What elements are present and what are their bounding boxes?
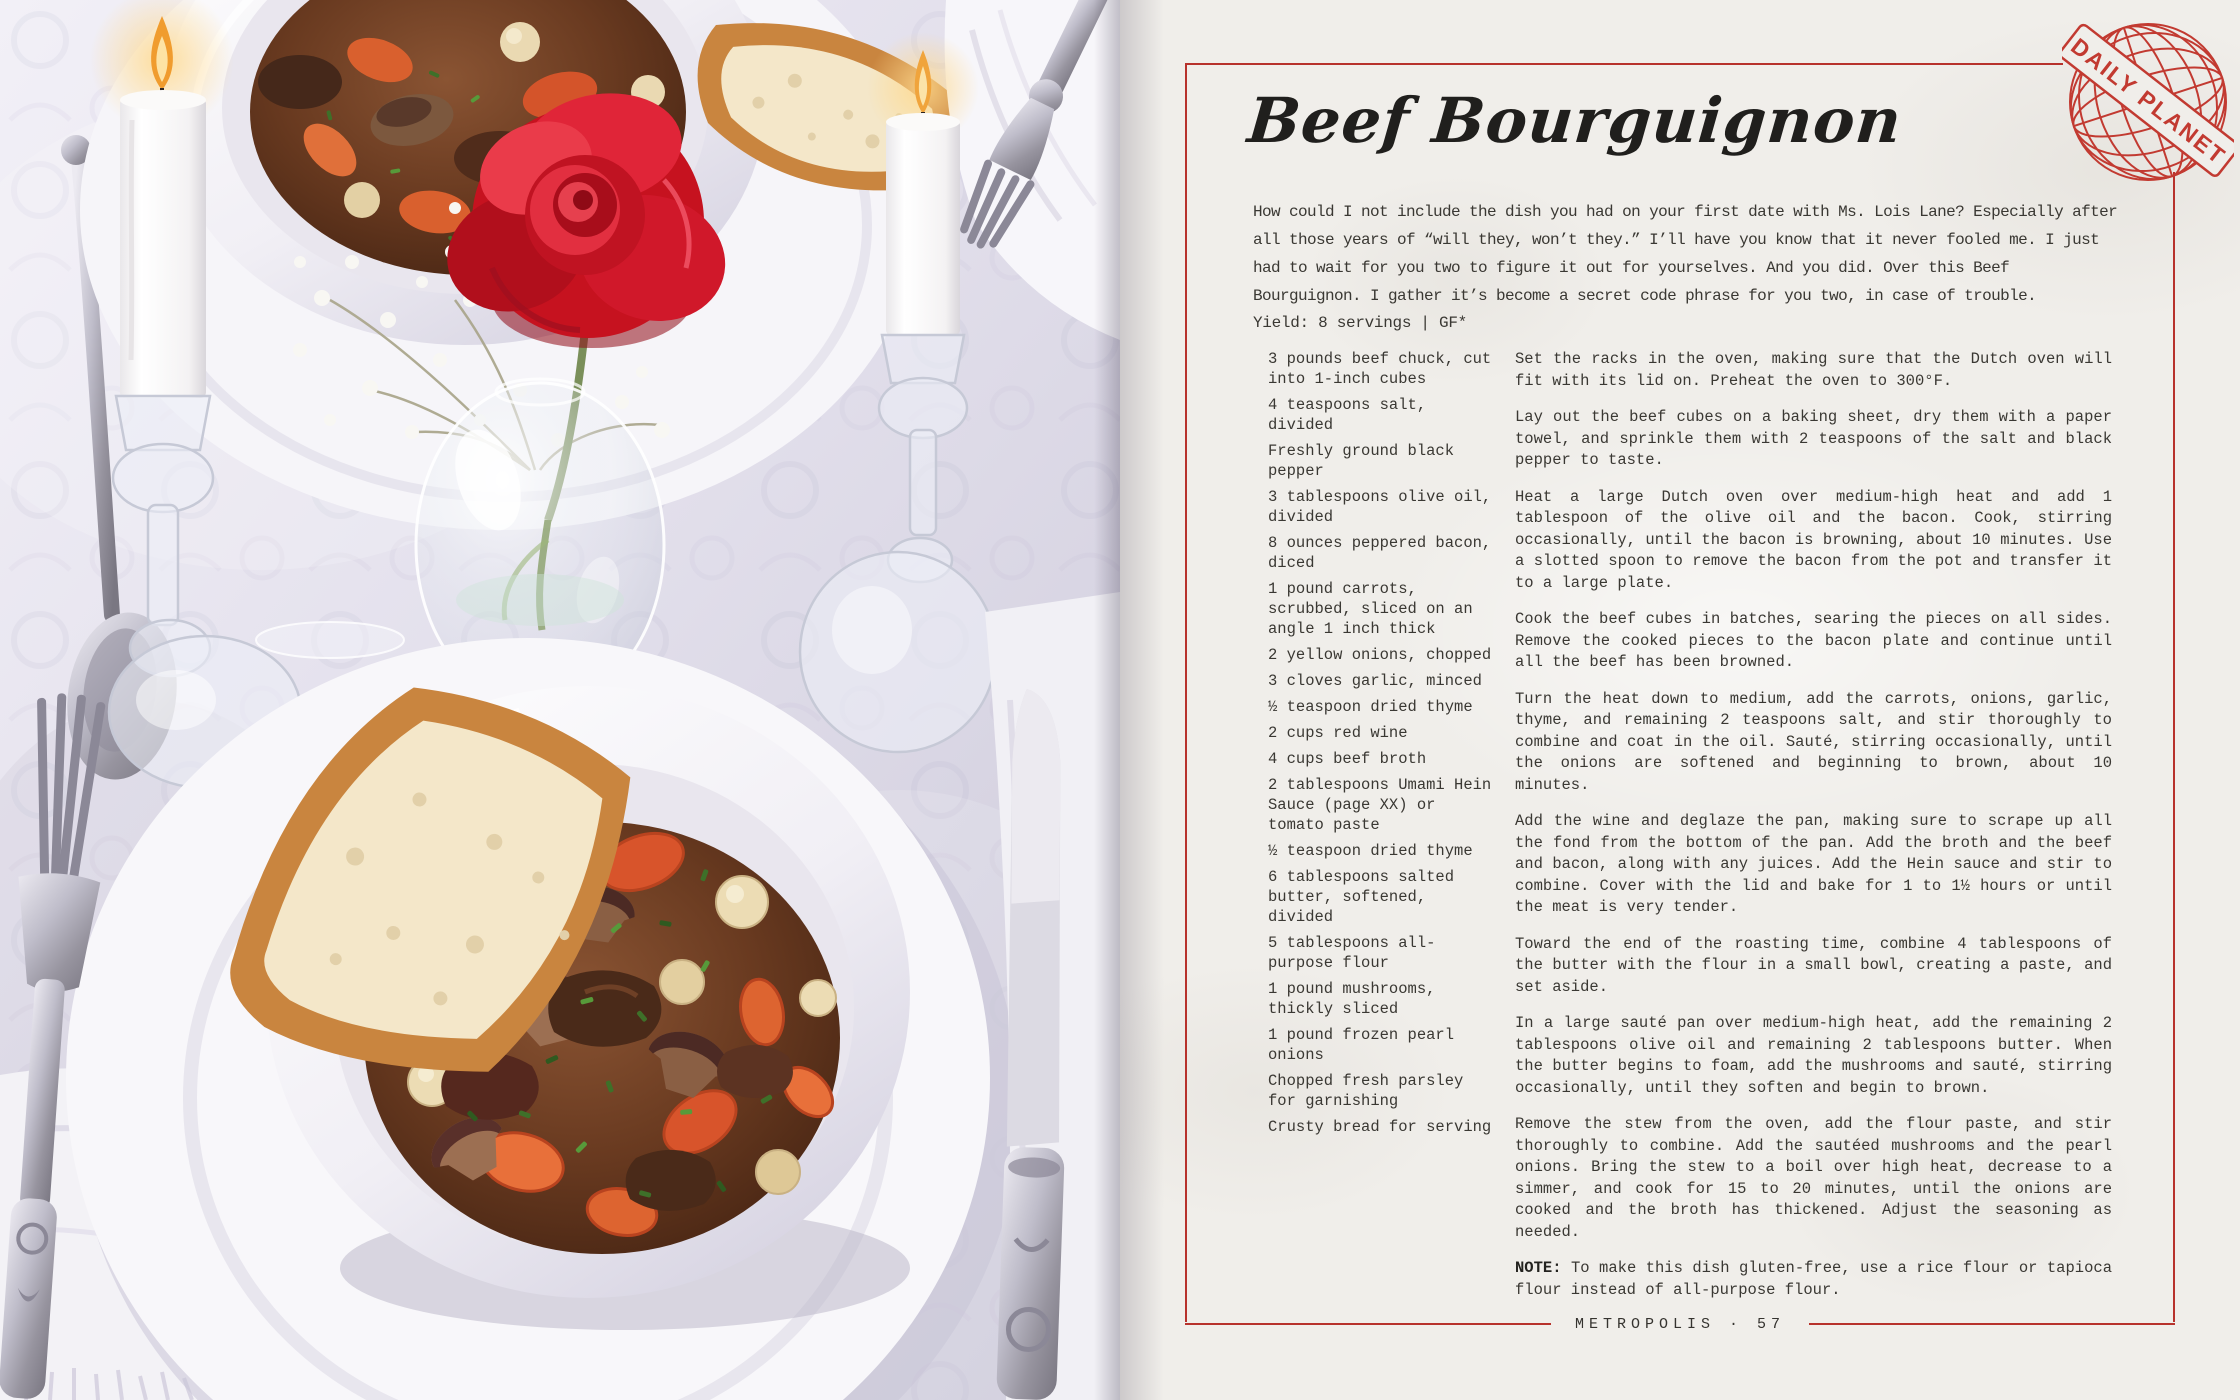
ingredient-item: 2 tablespoons Umami Hein Sauce (page XX) or tomato paste <box>1268 776 1492 834</box>
instruction-step: Toward the end of the roasting time, combine 4 tablespoons of the butter with the flour in a small bowl, creating a paste, and set aside. <box>1515 934 2112 996</box>
footer-page-label: METROPOLIS · 57 <box>1574 1315 1786 1333</box>
page-footer <box>1185 1308 2175 1340</box>
instruction-step: Add the wine and deglaze the pan, making sure to scrape up all the fond from the bottom of the pan. Add the broth and the beef and bacon, along with any juices. Add the Hein sauce and stir to combine. Cover with the lid and bake for 1 to 1½ hours or until the meat is very tender. <box>1515 812 2112 916</box>
frame-border-right <box>2173 172 2175 1322</box>
ingredient-item: 1 pound frozen pearl onions <box>1268 1026 1455 1064</box>
ingredient-item: 3 tablespoons olive oil, divided <box>1268 488 1492 526</box>
ingredient-item: ½ teaspoon dried thyme <box>1268 698 1473 716</box>
glass-base <box>256 622 404 658</box>
frame-border-left <box>1185 63 1187 1322</box>
gluten-free-note <box>1515 1258 2112 1301</box>
instruction-step: Cook the beef cubes in batches, searing the pieces on all sides. Remove the cooked pieces to the bacon plate and continue until all the beef has been browned. <box>1515 610 2112 671</box>
ingredient-item: 5 tablespoons all-purpose flour <box>1268 934 1436 972</box>
instructions <box>1515 349 2112 1316</box>
intro-paragraph: How could I not include the dish you had on your first date with Ms. Lois Lane? Especially after all those years of “will they, won’t they.” I’ll have you know that it never fooled me. I just had to wait for you two to figure it out for yourselves. And you did. Over this Beef Bourguignon. I gather it’s become a secret code phrase for you two, in case of trouble. <box>1253 203 2118 305</box>
ingredient-item: Freshly ground black pepper <box>1268 442 1455 480</box>
instruction-step: Set the racks in the oven, making sure that the Dutch oven will fit with its lid on. Preheat the oven to 300°F. <box>1515 350 2112 390</box>
page-title: Beef Bourguignon <box>1244 84 1906 157</box>
ingredient-item: 1 pound mushrooms, thickly sliced <box>1268 980 1436 1018</box>
logo-text: DAILY PLANET <box>2066 32 2232 170</box>
ingredients-list <box>1268 349 1496 1143</box>
ingredient-item: 2 cups red wine <box>1268 724 1408 742</box>
ingredient-item: 4 cups beef broth <box>1268 750 1427 768</box>
ingredient-item: Crusty bread for serving <box>1268 1118 1492 1136</box>
ingredient-item: ½ teaspoon dried thyme <box>1268 842 1473 860</box>
ingredient-item: Chopped fresh parsley for garnishing <box>1268 1072 1464 1110</box>
instruction-step: Heat a large Dutch oven over medium-high heat and add 1 tablespoon of the olive oil and the bacon. Cook, stirring occasionally, until the bacon is browning, about 10 minutes. Use a slotted spoon to remove the bacon from the pot and transfer it to a large plate. <box>1515 487 2112 592</box>
ingredient-item: 2 yellow onions, chopped <box>1268 646 1492 664</box>
instruction-step: Remove the stew from the oven, add the flour paste, and stir thoroughly to combine. Add the sautéed mushrooms and the pearl onions. Bring the stew to a boil over high heat, decrease to a simmer, and cook for 15 to 20 minutes, until the onions are cooked and the broth has thickened. Adjust the seasoning as needed. <box>1515 1115 2112 1241</box>
instruction-step: Lay out the beef cubes on a baking sheet, dry them with a paper towel, and sprinkle them with 2 teaspoons of the salt and black pepper to taste. <box>1515 408 2112 469</box>
footer-rule-left <box>1185 1323 1551 1325</box>
note-label: NOTE: <box>1515 1259 1562 1277</box>
note-text: To make this dish gluten-free, use a rice flour or tapioca flour instead of all-purpose flour. <box>1515 1259 2112 1299</box>
instruction-steps <box>1515 349 2112 1243</box>
ingredient-item: 8 ounces peppered bacon, diced <box>1268 534 1492 572</box>
daily-planet-globe-icon <box>2062 16 2234 188</box>
ingredient-item: 3 pounds beef chuck, cut into 1-inch cubes <box>1268 350 1492 388</box>
yield-line: Yield: 8 servings | GF* <box>1253 314 1467 332</box>
instruction-step: In a large sauté pan over medium-high heat, add the remaining 2 tablespoons olive oil and remaining 2 tablespoons butter. When the butter begins to foam, add the mushrooms and sauté, stirring occasionally, until they soften and begin to brown. <box>1515 1014 2112 1097</box>
instruction-step: Turn the heat down to medium, add the carrots, onions, garlic, thyme, and remaining 2 teaspoons salt, and stir thoroughly to combine and coat in the oil. Sauté, stirring occasionally, until the onions are softened and beginning to brown, about 10 minutes. <box>1515 689 2112 794</box>
footer-rule-right <box>1809 1323 2175 1325</box>
ingredient-item: 4 teaspoons salt, divided <box>1268 396 1427 434</box>
recipe-page <box>1120 0 2240 1400</box>
ingredient-item: 1 pound carrots, scrubbed, sliced on an angle 1 inch thick <box>1268 580 1473 638</box>
ingredient-item: 6 tablespoons salted butter, softened, divided <box>1268 868 1455 926</box>
ingredient-item: 3 cloves garlic, minced <box>1268 672 1482 690</box>
frame-border-top <box>1185 63 2063 65</box>
